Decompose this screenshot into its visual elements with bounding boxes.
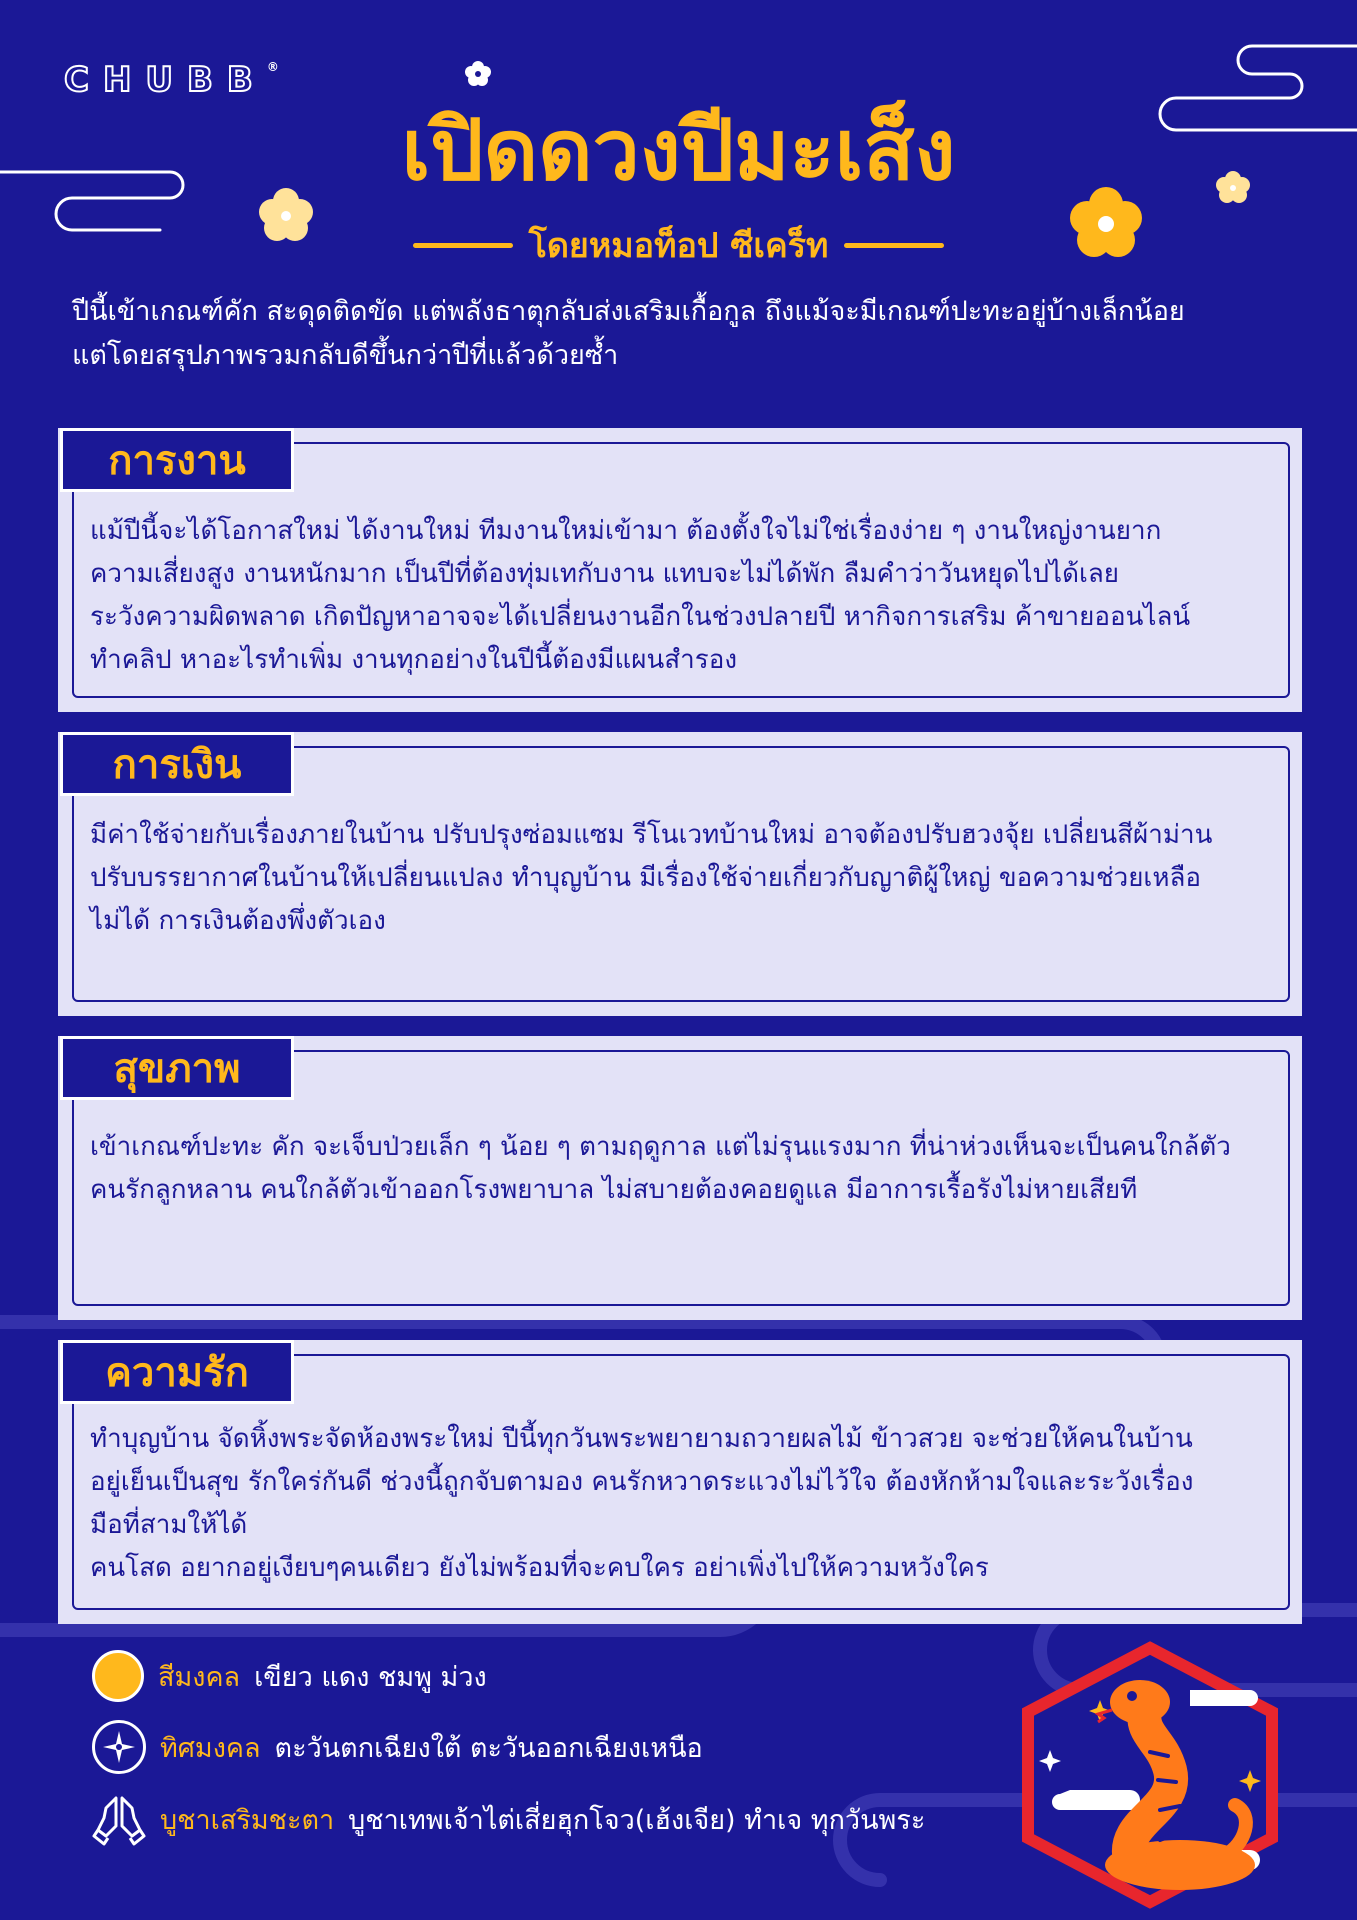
section-health xyxy=(58,1036,1302,1320)
text-line: ไม่ได้ การเงินต้องพึ่งตัวเอง xyxy=(90,906,386,936)
intro-line: แต่โดยสรุปภาพรวมกลับดีขึ้นกว่าปีที่แล้วด้วยซ้ำ xyxy=(72,340,619,371)
lucky-direction-label: ทิศมงคล xyxy=(160,1732,261,1764)
text-line: คนโสด อยากอยู่เงียบๆคนเดียว ยังไม่พร้อมที่จะคบใคร อย่าเพิ่งไปให้ความหวังใคร xyxy=(90,1553,989,1583)
lucky-color-label: สีมงคล xyxy=(158,1661,241,1693)
text-line: มีค่าใช้จ่ายกับเรื่องภายในบ้าน ปรับปรุงซ่อมแซม รีโนเวทบ้านใหม่ อาจต้องปรับฮวงจุ้ย เปลี่ยนสีผ้าม่าน xyxy=(90,820,1213,850)
text-line: อยู่เย็นเป็นสุข รักใคร่กันดี ช่วงนี้ถูกจับตามอง คนรักหวาดระแวงไม่ไว้ใจ ต้องหักห้ามใจและระวังเรื่อง xyxy=(90,1467,1194,1497)
section-text xyxy=(90,510,1272,682)
snake-illustration xyxy=(1010,1640,1310,1910)
lucky-color-row xyxy=(92,1650,487,1702)
section-text xyxy=(90,814,1272,943)
text-line: ปรับบรรยากาศในบ้านให้เปลี่ยนแปลง ทำบุญบ้าน มีเรื่องใช้จ่ายเกี่ยวกับญาติผู้ใหญ่ ขอความช่วยเหลือ xyxy=(90,863,1202,893)
compass-icon xyxy=(92,1720,146,1774)
worship-label: บูชาเสริมชะตา xyxy=(160,1804,335,1836)
worship-row xyxy=(92,1792,925,1846)
worship-value: บูชาเทพเจ้าไต่เสี่ยฮุกโจว(เฮ้งเจีย) ทำเจ ทุกวันพระ xyxy=(348,1804,926,1836)
text-line: คนรักลูกหลาน คนใกล้ตัวเข้าออกโรงพยาบาล ไม่สบายต้องคอยดูแล มีอาการเรื้อรังไม่หายเสียที xyxy=(90,1175,1138,1205)
subtitle-row xyxy=(0,218,1357,272)
subtitle-line-left xyxy=(413,243,513,248)
text-line: ระวังความผิดพลาด เกิดปัญหาอาจจะได้เปลี่ยนงานอีกในช่วงปลายปี หากิจการเสริม ค้าขายออนไลน์ xyxy=(90,602,1191,632)
section-career xyxy=(58,428,1302,712)
praying-hands-icon xyxy=(92,1792,146,1846)
page-title: เปิดดวงปีมะเส็ง xyxy=(401,101,956,199)
chubb-logo: CHUBB® xyxy=(64,60,279,100)
sun-icon xyxy=(92,1650,144,1702)
section-title: การเงิน xyxy=(60,732,294,796)
section-finance xyxy=(58,732,1302,1016)
subtitle-author: โดยหมอท็อป ซีเคร็ท xyxy=(528,226,829,266)
text-line: ทำคลิป หาอะไรทำเพิ่ม งานทุกอย่างในปีนี้ต้องมีแผนสำรอง xyxy=(90,645,738,675)
intro-line: ปีนี้เข้าเกณฑ์คัก สะดุดติดขัด แต่พลังธาตุกลับส่งเสริมเกื้อกูล ถึงแม้จะมีเกณฑ์ปะทะอยู่บ้างเล็กน้อย xyxy=(72,296,1185,327)
text-line: ทำบุญบ้าน จัดหิ้งพระจัดห้องพระใหม่ ปีนี้ทุกวันพระพยายามถวายผลไม้ ข้าวสวย จะช่วยให้คนในบ้าน xyxy=(90,1424,1193,1454)
intro-paragraph xyxy=(72,290,1292,378)
lucky-color-value: เขียว แดง ชมพู ม่วง xyxy=(254,1661,487,1693)
lucky-direction-value: ตะวันตกเฉียงใต้ ตะวันออกเฉียงเหนือ xyxy=(274,1732,703,1764)
text-line: แม้ปีนี้จะได้โอกาสใหม่ ได้งานใหม่ ทีมงานใหม่เข้ามา ต้องตั้งใจไม่ใช่เรื่องง่าย ๆ งานใหญ่งานยาก xyxy=(90,516,1162,546)
text-line: ความเสี่ยงสูง งานหนักมาก เป็นปีที่ต้องทุ่มเทกับงาน แทบจะไม่ได้พัก ลืมคำว่าวันหยุดไปได้เลย xyxy=(90,559,1120,589)
text-line: มือที่สามให้ได้ xyxy=(90,1510,248,1540)
section-text xyxy=(90,1418,1272,1590)
section-title: ความรัก xyxy=(60,1340,294,1404)
lucky-direction-row xyxy=(92,1720,703,1774)
section-love xyxy=(58,1340,1302,1624)
text-line: เข้าเกณฑ์ปะทะ คัก จะเจ็บป่วยเล็ก ๆ น้อย ๆ ตามฤดูกาล แต่ไม่รุนแรงมาก ที่น่าห่วงเห็นจะเป็นคนใกล้ตัว xyxy=(90,1132,1231,1162)
section-title: สุขภาพ xyxy=(60,1036,294,1100)
subtitle-line-right xyxy=(844,243,944,248)
section-text xyxy=(90,1126,1272,1212)
section-title: การงาน xyxy=(60,428,294,492)
